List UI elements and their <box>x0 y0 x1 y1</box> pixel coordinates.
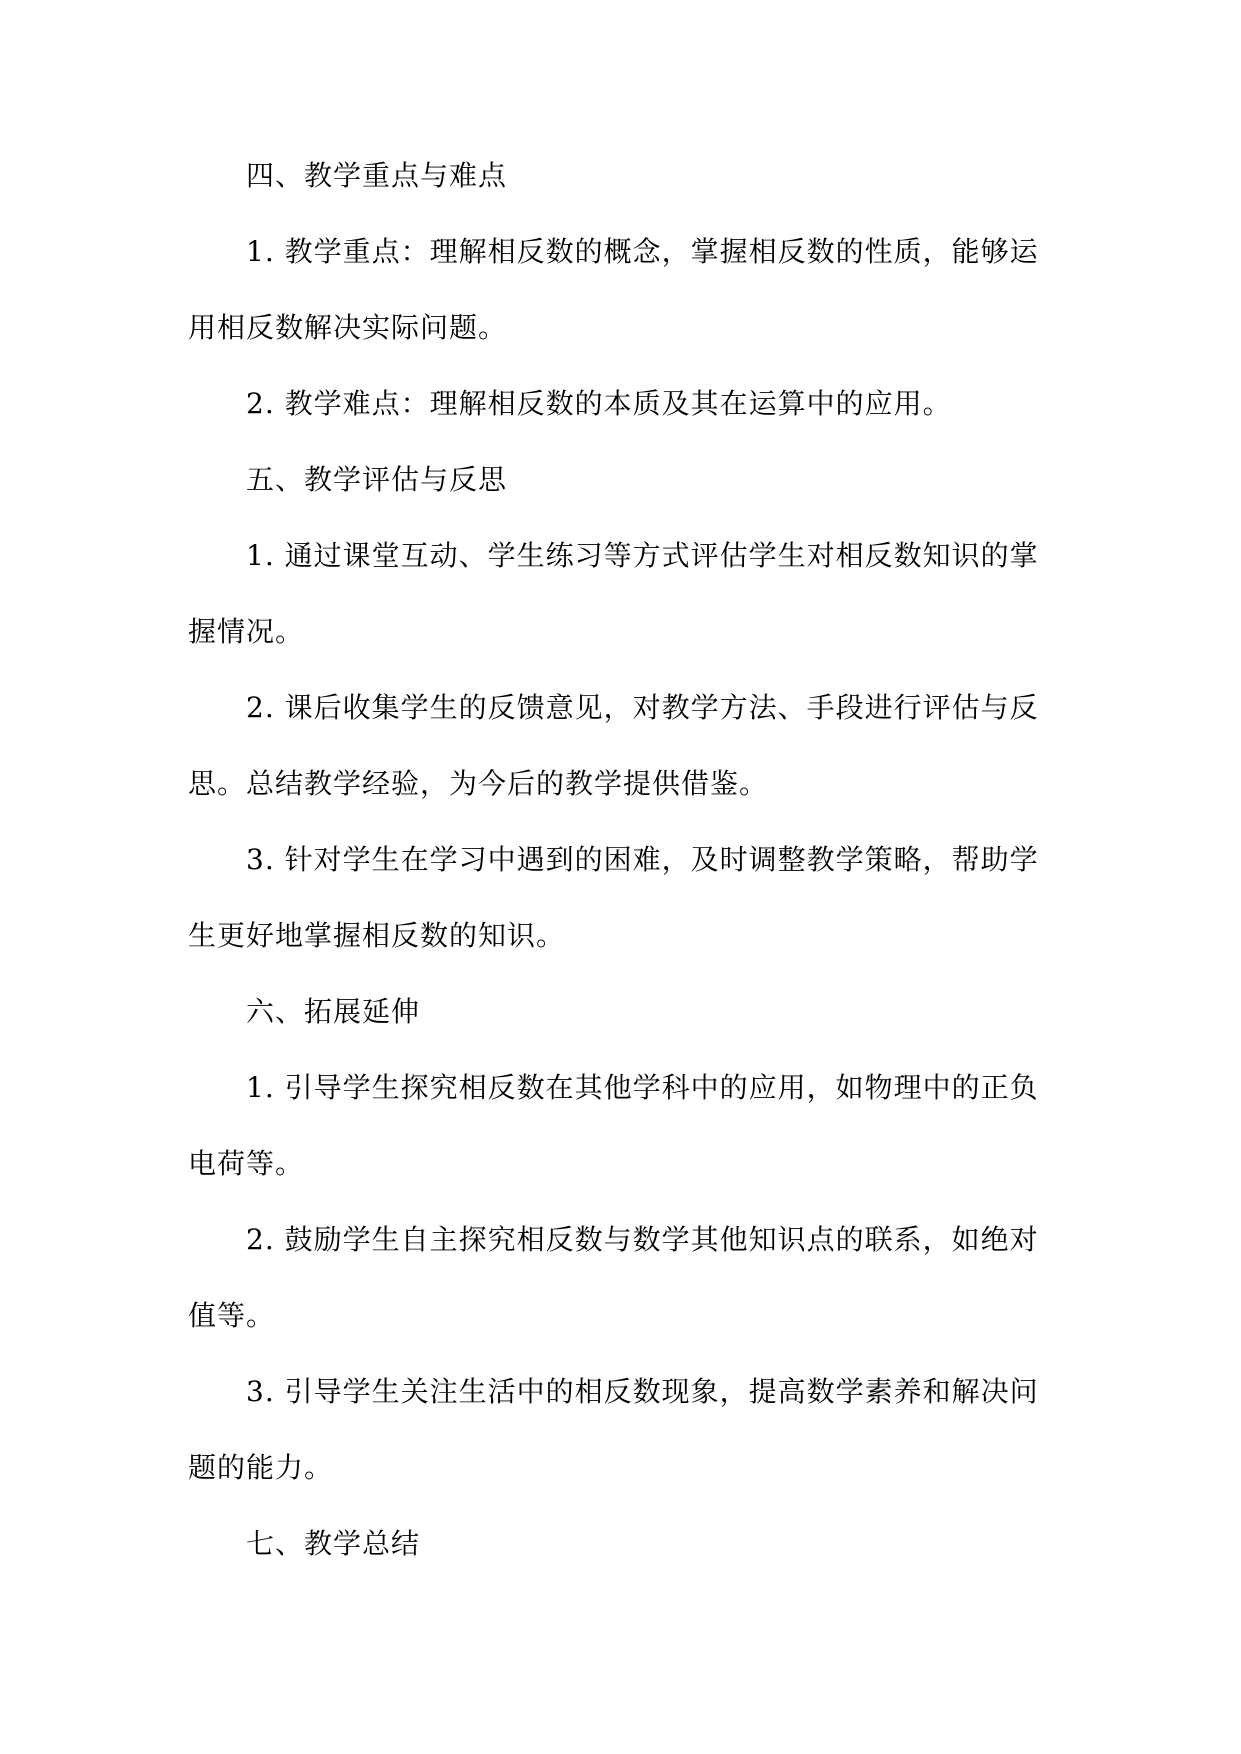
list-item: 3. 引导学生关注生活中的相反数现象，提高数学素养和解决问题的能力。 <box>188 1375 1039 1484</box>
section-heading-7: 七、教学总结 <box>246 1527 421 1560</box>
list-item: 2. 鼓励学生自主探究相反数与数学其他知识点的联系，如绝对值等。 <box>188 1223 1039 1332</box>
list-item: 2. 课后收集学生的反馈意见，对教学方法、手段进行评估与反思。总结教学经验，为今后的教学提供借鉴。 <box>188 691 1039 800</box>
section-heading-6: 六、拓展延伸 <box>246 995 421 1028</box>
list-item: 3. 针对学生在学习中遇到的困难，及时调整教学策略，帮助学生更好地掌握相反数的知识。 <box>188 843 1039 952</box>
section-heading-5: 五、教学评估与反思 <box>246 463 508 496</box>
list-item: 1. 教学重点：理解相反数的概念，掌握相反数的性质，能够运用相反数解决实际问题。 <box>188 235 1039 344</box>
list-item: 1. 通过课堂互动、学生练习等方式评估学生对相反数知识的掌握情况。 <box>188 539 1039 648</box>
list-item: 2. 教学难点：理解相反数的本质及其在运算中的应用。 <box>246 387 952 420</box>
list-item: 1. 引导学生探究相反数在其他学科中的应用，如物理中的正负电荷等。 <box>188 1071 1039 1180</box>
document-body <box>188 138 1058 1582</box>
section-heading-4: 四、教学重点与难点 <box>246 159 508 192</box>
